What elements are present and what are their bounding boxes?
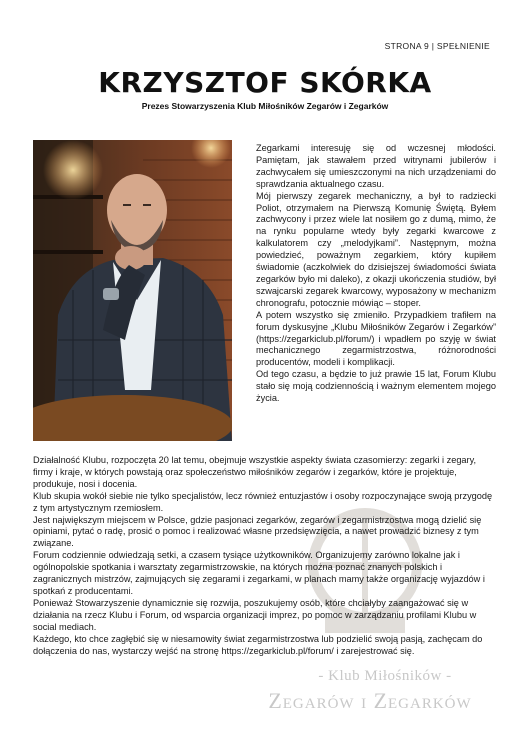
- body-paragraph: Jest największym miejscem w Polsce, gdzie pasjonaci zegarków, zegarów i zegarmistrzostwa mogą dzielić się opiniami, pytać o radę, prosić o pomoc i realizować własne przedsięwzięcia, a nawet prowadzić biznesy z tym związane.: [33, 514, 482, 549]
- intro-paragraph: Mój pierwszy zegarek mechaniczny, a był to radziecki Poliot, otrzymałem na Pierwszą Komunię Świętą. Byłem zachwycony i przez wiele lat nosiłem go z dumą, mimo, że na rynku popularne wtedy były zegarki kwarcowe z kalkulatorem czy „melodyjkami”. Następnym, można powiedzieć, poważnym zegarkiem, który kupiłem świadomie (aczkolwiek do dzisiejszej świadomości świata zegarków było mi daleko), z okazji ukończenia studiów, był szwajcarski zegarek kwarcowy, wyposażony w mechanizm chronografu, potocznie mówiąc – stoper.: [256, 190, 496, 308]
- intro-paragraph: A potem wszystko się zmieniło. Przypadkiem trafiłem na forum dyskusyjne „Klubu Miłośników Zegarów i Zegarków” (https://zegarkiclub.pl/forum/) i wpadłem po szyję w świat mechanicznego zegarmistrzostwa, różnorodności producentów, modeli i komplikacji.: [256, 309, 496, 368]
- club-logo-line2: Zegarów i Zegarków: [268, 688, 472, 713]
- body-paragraph: Działalność Klubu, rozpoczęta 20 lat temu, obejmuje wszystkie aspekty świata czasomierzy: zegarki i zegary, firmy i kraje, w których powstają oraz społeczeństwo miłośników zegarów i zegarków, które je projektuje, produkuje, nosi i docenia.: [33, 455, 477, 489]
- body-paragraph: Ponieważ Stowarzyszenie dynamicznie się rozwija, poszukujemy osób, które chciałyby zaangażować się w działania na rzecz Klubu i Forum, od wsparcia organizacji imprez, po pomoc w zarządzaniu profilami Klubu w social mediach.: [33, 597, 477, 632]
- intro-text: [256, 143, 496, 405]
- portrait-photo: [33, 140, 232, 441]
- body-paragraph: Forum codziennie odwiedzają setki, a czasem tysiące użytkowników. Organizujemy zarówno lokalne jak i ogólnopolskie spotkania i warsztaty zegarmistrzowskie, na których można poznać znanych polskich i zagranicznych mistrzów, zajmujących się zegarami i zegarkami, w planach mamy także organizację wyjazdów i spotkań z producentami.: [33, 550, 485, 596]
- body-text: [33, 455, 498, 657]
- article-subtitle: Prezes Stowarzyszenia Klub Miłośników Zegarów i Zegarków: [141, 101, 389, 111]
- body-paragraph: Klub skupia wokół siebie nie tylko specjalistów, lecz również entuzjastów i osoby rozpoczynające swoją przygodę z tym artystycznym rzemiosłem.: [33, 490, 493, 513]
- intro-paragraph: Od tego czasu, a będzie to już prawie 15 lat, Forum Klubu stało się moją codziennością i ważnym elementem mojego życia.: [256, 369, 496, 404]
- portrait-illustration: [33, 140, 232, 441]
- article-title: KRZYSZTOF SKÓRKA: [98, 66, 432, 99]
- intro-paragraph: Zegarkami interesuję się od wczesnej młodości. Pamiętam, jak stawałem przed witrynami jubilerów i zachwycałem się umieszczonymi na nich urządzeniami do sprawdzania aktualnego czasu.: [256, 143, 496, 189]
- club-logo-line1: - Klub Miłośników -: [318, 668, 452, 684]
- page-header-label: STRONA 9 | SPEŁNIENIE: [384, 41, 490, 51]
- body-paragraph: Każdego, kto chce zagłębić się w niesamowity świat zegarmistrzostwa lub podzielić swoją pasją, zachęcam do dołączenia do nas, wystarczy wejść na stronę https://zegarkiclub.pl/forum/ i zarejestrować się.: [33, 633, 483, 656]
